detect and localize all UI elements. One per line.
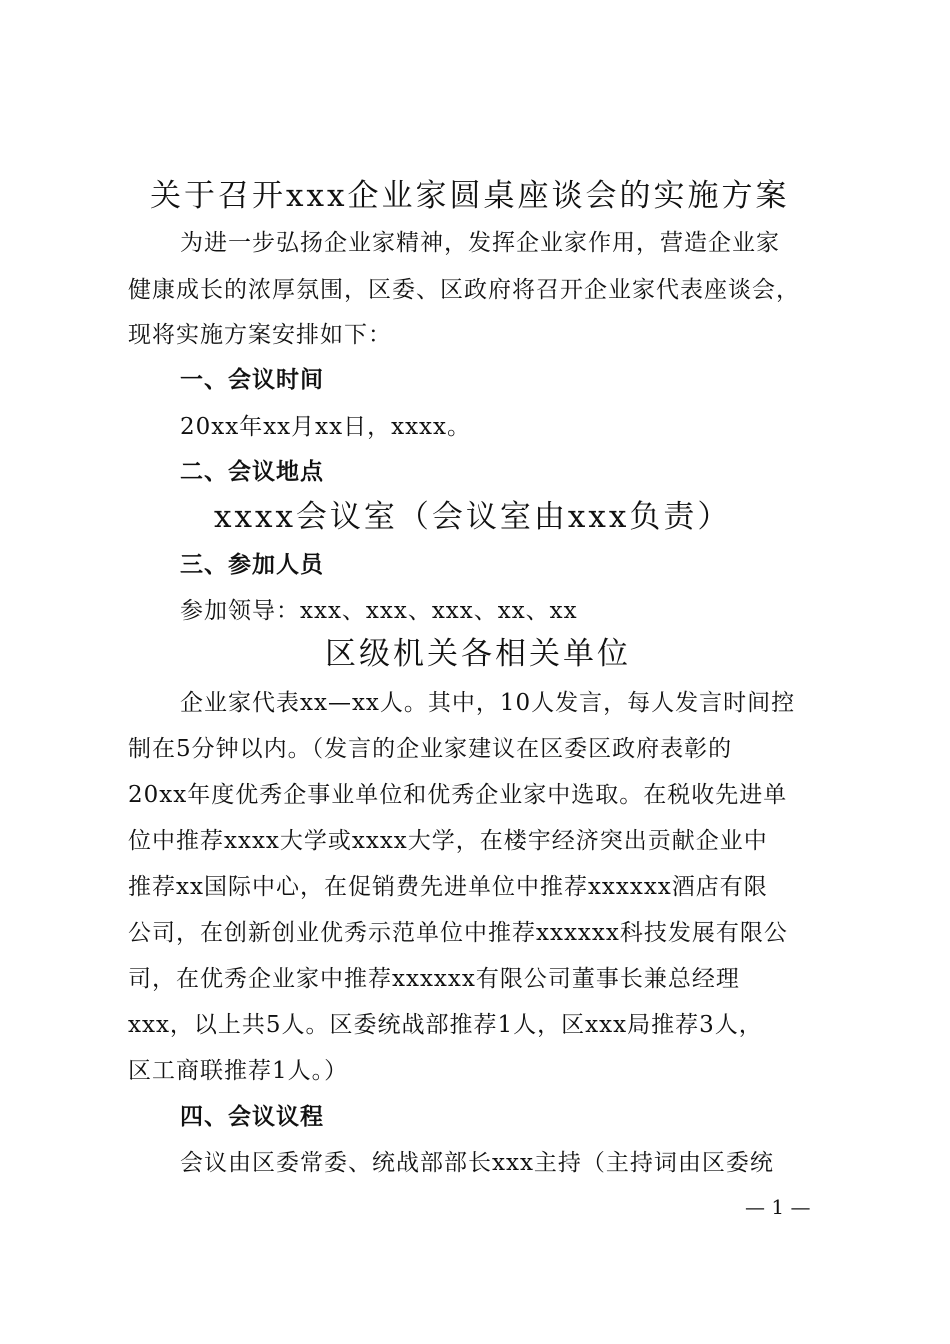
attendees-line-5: 推荐xx国际中心，在促销费先进单位中推荐xxxxxx酒店有限 bbox=[128, 874, 768, 900]
attendees-line-4: 位中推荐xxxx大学或xxxx大学，在楼宇经济突出贡献企业中 bbox=[128, 828, 768, 854]
section-heading-agenda: 四、会议议程 bbox=[180, 1104, 324, 1130]
intro-line-1: 为进一步弘扬企业家精神，发挥企业家作用，营造企业家 bbox=[180, 230, 780, 256]
meeting-location: xxxx会议室（会议室由xxx负责） bbox=[214, 499, 732, 535]
page-number: — 1 — bbox=[745, 1195, 811, 1219]
attendees-line-3: 20xx年度优秀企事业单位和优秀企业家中选取。在税收先进单 bbox=[128, 782, 788, 808]
attendees-line-6: 公司，在创新创业优秀示范单位中推荐xxxxxx科技发展有限公 bbox=[128, 920, 788, 946]
attendees-line-9: 区工商联推荐1人。） bbox=[128, 1058, 349, 1084]
agenda-line-1: 会议由区委常委、统战部部长xxx主持（主持词由区委统 bbox=[180, 1150, 774, 1176]
meeting-time: 20xx年xx月xx日，xxxx。 bbox=[180, 414, 471, 440]
attending-leaders: 参加领导：xxx、xxx、xxx、xx、xx bbox=[180, 598, 578, 624]
intro-line-3: 现将实施方案安排如下： bbox=[128, 322, 392, 348]
section-heading-location: 二、会议地点 bbox=[180, 459, 324, 485]
attendees-line-2: 制在5分钟以内。（发言的企业家建议在区委区政府表彰的 bbox=[128, 736, 733, 762]
attendees-line-1: 企业家代表xx—xx人。其中，10人发言，每人发言时间控 bbox=[180, 690, 796, 716]
attending-units: 区级机关各相关单位 bbox=[325, 636, 631, 672]
document-title: 关于召开xxx企业家圆桌座谈会的实施方案 bbox=[150, 178, 790, 214]
intro-line-2: 健康成长的浓厚氛围，区委、区政府将召开企业家代表座谈会， bbox=[128, 277, 800, 303]
section-heading-time: 一、会议时间 bbox=[180, 367, 324, 393]
attendees-line-8: xxx，以上共5人。区委统战部推荐1人，区xxx局推荐3人， bbox=[128, 1012, 763, 1038]
section-heading-attendees: 三、参加人员 bbox=[180, 552, 324, 578]
attendees-line-7: 司，在优秀企业家中推荐xxxxxx有限公司董事长兼总经理 bbox=[128, 966, 740, 992]
